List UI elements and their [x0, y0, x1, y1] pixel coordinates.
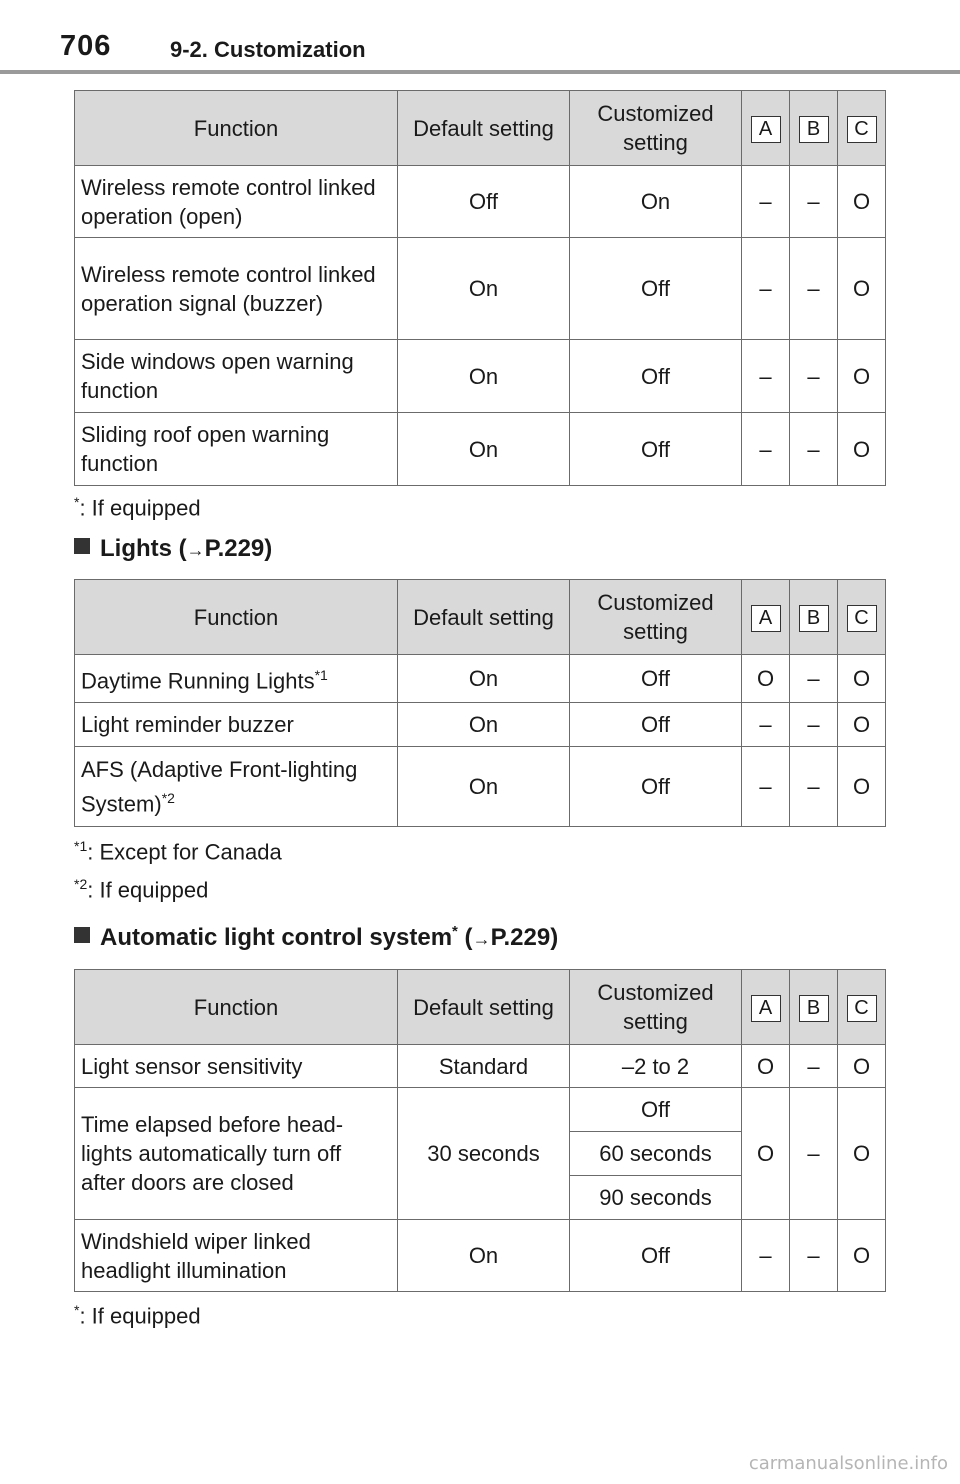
b-cell: – [790, 1220, 838, 1292]
customized-option-cell: 60 seconds [570, 1132, 742, 1176]
footnote-text: : If equipped [87, 877, 209, 903]
table-row [75, 1220, 886, 1292]
auto-light-page-ref: P.229) [490, 924, 559, 951]
footnote-mark: * [74, 1302, 80, 1318]
function-cell [75, 655, 398, 703]
auto-light-heading [74, 923, 558, 952]
a-cell: O [742, 1045, 790, 1088]
badge-b: B [799, 995, 829, 1022]
column-header-a [742, 91, 790, 166]
column-header-b [790, 580, 838, 655]
column-header-c [838, 580, 886, 655]
function-cell: Wireless remote control linked operation (open) [75, 166, 398, 238]
column-header-customized: Customized setting [570, 580, 742, 655]
table-row [75, 413, 886, 486]
footnote-mark: *1 [74, 838, 88, 854]
footnote-mark: * [74, 494, 80, 510]
lights-table [74, 579, 886, 827]
badge-c: C [847, 116, 877, 143]
footnote [74, 494, 201, 521]
customized-cell: Off [570, 1220, 742, 1292]
footnote [74, 838, 282, 865]
arrow-right-icon: → [186, 540, 205, 560]
function-text: AFS (Adaptive Front-lighting System) [81, 756, 358, 817]
badge-a: A [751, 116, 781, 143]
a-cell: – [742, 238, 790, 340]
section-title: 9-2. Customization [170, 37, 366, 62]
footnote-mark: *1 [314, 667, 328, 684]
function-cell: Side windows open warning function [75, 340, 398, 413]
c-cell: O [838, 238, 886, 340]
default-cell: Standard [398, 1045, 570, 1088]
a-cell: – [742, 1220, 790, 1292]
footnote-text: : If equipped [79, 1303, 201, 1329]
table-row [75, 655, 886, 703]
c-cell: O [838, 703, 886, 747]
column-header-function: Function [75, 970, 398, 1045]
c-cell: O [838, 340, 886, 413]
b-cell: – [790, 1045, 838, 1088]
customized-cell: Off [570, 413, 742, 486]
a-cell: O [742, 1088, 790, 1220]
customized-cell: Off [570, 238, 742, 340]
header-divider [0, 70, 960, 74]
b-cell: – [790, 340, 838, 413]
function-cell: Sliding roof open warning function [75, 413, 398, 486]
footnote [74, 1302, 201, 1329]
a-cell: – [742, 747, 790, 827]
column-header-default: Default setting [398, 970, 570, 1045]
customized-option-cell: 90 seconds [570, 1176, 742, 1220]
footnote-text: : If equipped [79, 495, 201, 521]
arrow-right-icon: → [472, 929, 491, 949]
b-cell: – [790, 655, 838, 703]
heading-mark: * [452, 923, 458, 940]
b-cell: – [790, 238, 838, 340]
badge-a: A [751, 995, 781, 1022]
table-header-row [75, 91, 886, 166]
default-cell: On [398, 340, 570, 413]
badge-a: A [751, 605, 781, 632]
column-header-default: Default setting [398, 580, 570, 655]
footnote-mark: *2 [74, 876, 88, 892]
a-cell: O [742, 655, 790, 703]
door-settings-table [74, 90, 886, 486]
c-cell: O [838, 166, 886, 238]
column-header-a [742, 580, 790, 655]
table-row [75, 747, 886, 827]
function-text: Daytime Running Lights [81, 668, 315, 694]
customized-cell: Off [570, 747, 742, 827]
a-cell: – [742, 340, 790, 413]
column-header-customized: Customized setting [570, 970, 742, 1045]
customized-cell: –2 to 2 [570, 1045, 742, 1088]
table-row [75, 1088, 886, 1132]
footnote [74, 876, 208, 903]
column-header-default: Default setting [398, 91, 570, 166]
table-row [75, 340, 886, 413]
lights-page-ref: P.229) [204, 535, 273, 562]
function-cell [75, 747, 398, 827]
table-row [75, 166, 886, 238]
function-cell: Wireless remote control linked operation signal (buzzer) [75, 238, 398, 340]
default-cell: On [398, 703, 570, 747]
c-cell: O [838, 747, 886, 827]
function-cell: Windshield wiper linked headlight illumination [75, 1220, 398, 1292]
page-number: 706 [60, 30, 112, 62]
badge-b: B [799, 605, 829, 632]
column-header-c [838, 970, 886, 1045]
customized-cell: Off [570, 340, 742, 413]
customized-option-cell: Off [570, 1088, 742, 1132]
c-cell: O [838, 413, 886, 486]
page-header [0, 0, 960, 76]
b-cell: – [790, 166, 838, 238]
customized-cell: On [570, 166, 742, 238]
default-cell: Off [398, 166, 570, 238]
footnote-mark: *2 [161, 789, 175, 806]
column-header-function: Function [75, 91, 398, 166]
table-row [75, 1045, 886, 1088]
badge-b: B [799, 116, 829, 143]
column-header-function: Function [75, 580, 398, 655]
default-cell: On [398, 747, 570, 827]
default-cell: On [398, 655, 570, 703]
b-cell: – [790, 747, 838, 827]
auto-light-heading-text: Automatic light control system [100, 924, 453, 951]
square-bullet-icon [74, 538, 90, 554]
watermark: carmanualsonline.info [748, 1453, 948, 1474]
default-cell: On [398, 238, 570, 340]
c-cell: O [838, 655, 886, 703]
column-header-a [742, 970, 790, 1045]
b-cell: – [790, 703, 838, 747]
customized-cell: Off [570, 655, 742, 703]
c-cell: O [838, 1045, 886, 1088]
function-cell: Time elapsed before head-lights automatically turn off after doors are closed [75, 1088, 398, 1220]
badge-c: C [847, 995, 877, 1022]
customized-cell: Off [570, 703, 742, 747]
lights-heading [74, 535, 272, 563]
heading-open: ( [457, 924, 473, 951]
column-header-b [790, 91, 838, 166]
column-header-customized: Customized setting [570, 91, 742, 166]
footnote-text: : Except for Canada [87, 839, 282, 865]
default-cell: 30 seconds [398, 1088, 570, 1220]
table-row [75, 238, 886, 340]
c-cell: O [838, 1088, 886, 1220]
table-header-row [75, 580, 886, 655]
a-cell: – [742, 703, 790, 747]
table-header-row [75, 970, 886, 1045]
table-row [75, 703, 886, 747]
column-header-b [790, 970, 838, 1045]
b-cell: – [790, 1088, 838, 1220]
badge-c: C [847, 605, 877, 632]
default-cell: On [398, 1220, 570, 1292]
column-header-c [838, 91, 886, 166]
b-cell: – [790, 413, 838, 486]
a-cell: – [742, 166, 790, 238]
default-cell: On [398, 413, 570, 486]
auto-light-table [74, 969, 886, 1292]
c-cell: O [838, 1220, 886, 1292]
function-cell: Light reminder buzzer [75, 703, 398, 747]
lights-heading-text: Lights ( [100, 535, 187, 562]
a-cell: – [742, 413, 790, 486]
function-cell: Light sensor sensitivity [75, 1045, 398, 1088]
square-bullet-icon [74, 927, 90, 943]
